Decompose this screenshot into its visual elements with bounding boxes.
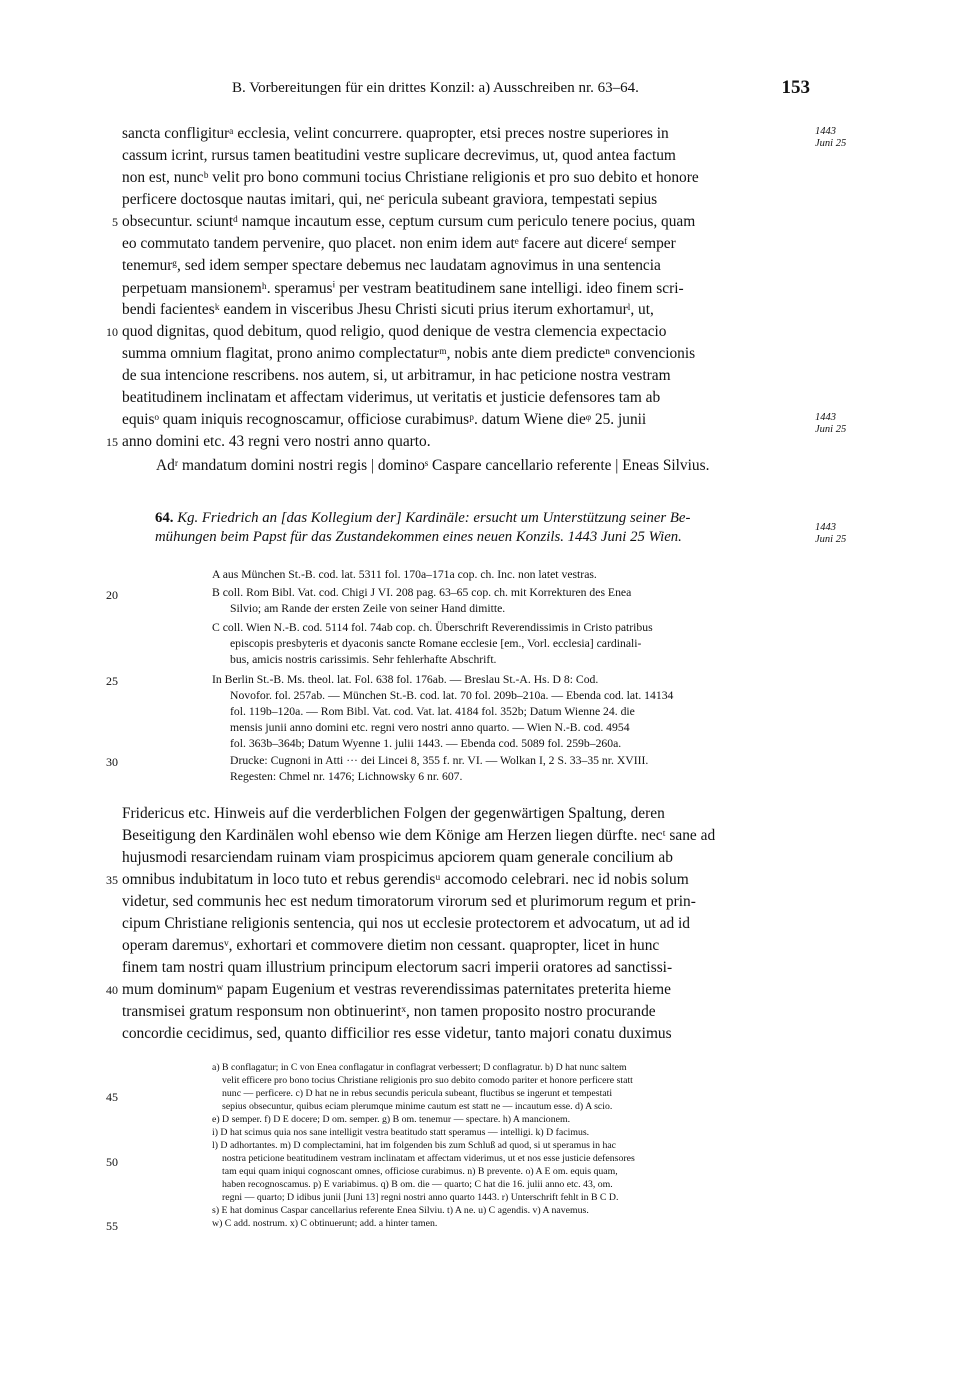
text-line: anno domini etc. 43 regni vero nostri anno quarto. (122, 433, 431, 450)
text-line: perficere doctosque nautas imitari, qui, neᶜ pericula subeant graviora, tempestati sepius (122, 191, 658, 208)
regest-line: mühungen beim Papst für das Zustandekommen eines neuen Konzils. 1443 Juni 25 Wien. (155, 529, 682, 545)
footnote-line: e) D semper. f) D E docere; D om. semper. g) B om. tenemur — spectare. h) A mancionem. (212, 1114, 571, 1125)
source-line: A aus München St.-B. cod. lat. 5311 fol. 170a–171a cop. ch. Inc. non latet vestras. (212, 568, 597, 581)
signature-line: Adʳ mandatum domini nostri regis | dominoˢ Caspare cancellario referente | Eneas Silvius. (156, 457, 710, 474)
document-number: 64. (155, 510, 174, 526)
text-line: operam daremusᵛ, exhortari et commovere dietim non cessant. quapropter, licet in hunc (122, 937, 660, 954)
line-number: 35 (106, 873, 118, 887)
margin-date: Juni 25 (815, 138, 847, 149)
page-number: 153 (781, 77, 810, 98)
source-line: Drucke: Cugnoni in Atti ··· dei Lincei 8, 355 f. nr. VI. — Wolkan I, 2 S. 33–35 nr. XVIII. (230, 754, 649, 767)
text-line: Fridericus etc. Hinweis auf die verderblichen Folgen der gegenwärtigen Spaltung, deren (122, 805, 665, 822)
source-line: mensis junii anno domini etc. regni vero nostri anno quarto. — Wien N.-B. cod. 4954 (230, 721, 630, 734)
text-line: de sua intencione rescribens. nos autem, si, ut arbitramur, in hac peticione nostra vestram (122, 367, 671, 384)
footnote-line: w) C add. nostrum. x) C obtinuerunt; add. a hinter tamen. (212, 1218, 438, 1229)
source-line: fol. 363b–364b; Datum Wyenne 1. julii 1443. — Ebenda cod. 5089 fol. 259b–260a. (230, 737, 622, 750)
text-line: summa omnium flagitat, prono animo complectaturᵐ, nobis ante diem predicteⁿ convencionis (122, 345, 696, 362)
source-line: C coll. Wien N.-B. cod. 5114 fol. 74ab cop. ch. Überschrift Reverendissimis in Cristo patribus (212, 621, 653, 634)
text-line: videtur, sed communis hec est nedum timoratorum virorum sed et plurimorum regum et prin- (122, 893, 696, 910)
source-line: episcopis presbyteris et dyaconis sancte Romane ecclesie [em., Vorl. ecclesia] cardinali- (230, 637, 642, 650)
source-line: Regesten: Chmel nr. 1476; Lichnowsky 6 nr. 607. (230, 770, 463, 783)
text-line: non est, nuncᵇ velit pro bono communi tocius Christiane religionis et pro suo debito et honore (122, 169, 699, 186)
margin-date-note (815, 126, 855, 150)
line-number: 15 (106, 435, 118, 449)
line-number: 5 (112, 215, 118, 229)
line-number: 40 (106, 983, 118, 997)
footnote-line: l) D adhortantes. m) D complectamini, hat im folgenden bis zum Schluß ad quod, si ut speramus in hac (212, 1140, 617, 1151)
footnote-line: nostra peticione beatitudinem vestram inclinatam et affectam viderimus, ut et nos esse justicie defensores (222, 1153, 635, 1164)
line-number: 10 (106, 325, 118, 339)
line-number: 25 (106, 674, 118, 688)
footnote-line: nunc — perficere. c) D hat ne in rebus secundis pericula subeant, fluctibus se ingerunt et tempestati (222, 1088, 613, 1099)
source-line: fol. 119b–120a. — Rom Bibl. Vat. cod. Vat. lat. 4184 fol. 352b; Datum Wienne 24. die (230, 705, 635, 718)
line-number: 20 (106, 588, 118, 602)
footnote-line: tam equi quam iniqui cognoscant omnes, officiose curabimus. n) B prevente. o) A E om. equis quam, (222, 1166, 618, 1177)
line-number: 55 (106, 1219, 118, 1233)
footnote-line: s) E hat dominus Caspar cancellarius referente Enea Silviu. t) A ne. u) C agendis. v) A navemus. (212, 1205, 589, 1216)
footnote-line: velit efficere pro bono tocius Christiane religionis pro suo debito comodo pariter et honore perficere statt (222, 1075, 633, 1086)
footnote-line: a) B conflagatur; in C von Enea conflagatur in conflagrat verbessert; D conflagratur. b) D hat nunc saltem (212, 1062, 627, 1073)
text-line: quod dignitas, quod debitum, quod religio, quod denique de vestra clemencia expectacio (122, 323, 667, 340)
regest-line (155, 509, 805, 528)
regest-text: Kg. Friedrich an [das Kollegium der] Kardinäle: ersucht um Unterstützung seiner Be- (177, 510, 691, 526)
text-line: mum dominumʷ papam Eugenium et vestras reverendissimas paternitates preterita hieme (122, 981, 671, 998)
document-regest (155, 509, 805, 547)
footnote-line: regni — quarto; D idibus junii [Juni 13] regni nostri anno quarto 1443. r) Unterschrift fehlt in B C D. (222, 1192, 619, 1203)
text-line: beatitudinem inclinatam et affectam viderimus, ut veritatis et justicie defensores tam ab (122, 389, 661, 406)
footnote-line: haben recognoscamus. p) E variabimus. q) B om. die — quarto; C hat die 16. julii anno etc. 43, om. (222, 1179, 613, 1190)
text-line: bendi facientesᵏ eandem in visceribus Jhesu Christi sicuti prius iterum exhortamurˡ, ut, (122, 301, 654, 318)
running-title: B. Vorbereitungen für ein drittes Konzil: a) Ausschreiben nr. 63–64. (232, 80, 639, 96)
margin-date: Juni 25 (815, 534, 847, 545)
footnote-line: sepius obsecuntur, quibus eciam plerumque minime cautum est statt ne — incautum esse. d) A scio. (222, 1101, 613, 1112)
text-line: eo commutato tandem pervenire, quo placet. non enim idem autᵉ facere aut dicereᶠ semper (122, 235, 676, 252)
source-line: Novofor. fol. 257ab. — München St.-B. cod. lat. 70 fol. 209b–210a. — Ebenda cod. lat. 14134 (230, 689, 674, 702)
margin-date-note (815, 522, 855, 546)
margin-year: 1443 (815, 522, 836, 533)
text-line: tenemurᵍ, sed idem semper spectare debemus nec laudatam agnovimus in una sentencia (122, 257, 661, 274)
text-line: perpetuam mansionemʰ. speramusⁱ per vestram beatitudinem sane intelligi. ideo finem scri- (122, 280, 684, 297)
source-line: In Berlin St.-B. Ms. theol. lat. Fol. 638 fol. 176ab. — Breslau St.-A. Hs. D 8: Cod. (212, 673, 599, 686)
margin-date-note (815, 412, 855, 436)
text-line: omnibus indubitatum in loco tuto et rebus gerendisᵘ accomodo celebrari. nec id nobis solum (122, 871, 689, 888)
margin-year: 1443 (815, 412, 836, 423)
margin-year: 1443 (815, 126, 836, 137)
text-line: finem tam nostri quam illustrium principum electorum sacri imperii oratores ad sanctissi- (122, 959, 673, 976)
text-line: cassum icrint, rursus tamen beatitudini vestre suplicare decrevimus, ut, quod antea factum (122, 147, 676, 164)
text-line: Beseitigung den Kardinälen wohl ebenso wie dem Könige am Herzen liegen dürfte. necᵗ sane ad (122, 827, 716, 844)
text-line: equisᵒ quam iniquis recognoscamur, officiose curabimusᵖ. datum Wiene dieᵠ 25. junii (122, 411, 647, 428)
text-line: sancta confligiturᵃ ecclesia, velint concurrere. quapropter, etsi preces nostre superiores in (122, 125, 669, 142)
line-number: 45 (106, 1090, 118, 1104)
text-line: obsecuntur. sciuntᵈ namque incautum esse, ceptum cursum cum periculo tenere pocius, quam (122, 213, 696, 230)
source-line: B coll. Rom Bibl. Vat. cod. Chigi J VI. 208 pag. 63–65 cop. ch. mit Korrekturen des Enea (212, 586, 632, 599)
text-line: cipum Christiane religionis sentencia, qui nos ut ecclesie protectorem et advocatum, ut ad id (122, 915, 691, 932)
source-line: bus, amicis nostris carissimis. Sehr fehlerhafte Abschrift. (230, 653, 497, 666)
source-line: Silvio; am Rande der ersten Zeile von seiner Hand dimitte. (230, 602, 506, 615)
text-line: concordie cecidimus, sed, quanto difficilior res esse videtur, tanto majori conatu duximus (122, 1025, 672, 1042)
text-line: transmisei gratum responsum non obtinuerintˣ, non tamen proposito nostro procurande (122, 1003, 656, 1020)
footnote-line: i) D hat scimus quia nos sane intelligit vestra beatitudo statt speramus — intelligi. k) D facimus. (212, 1127, 590, 1138)
margin-date: Juni 25 (815, 424, 847, 435)
line-number: 50 (106, 1155, 118, 1169)
text-line: hujusmodi resarciendam ruinam viam prospicimus apciorem quam generale concilium ab (122, 849, 673, 866)
line-number: 30 (106, 755, 118, 769)
